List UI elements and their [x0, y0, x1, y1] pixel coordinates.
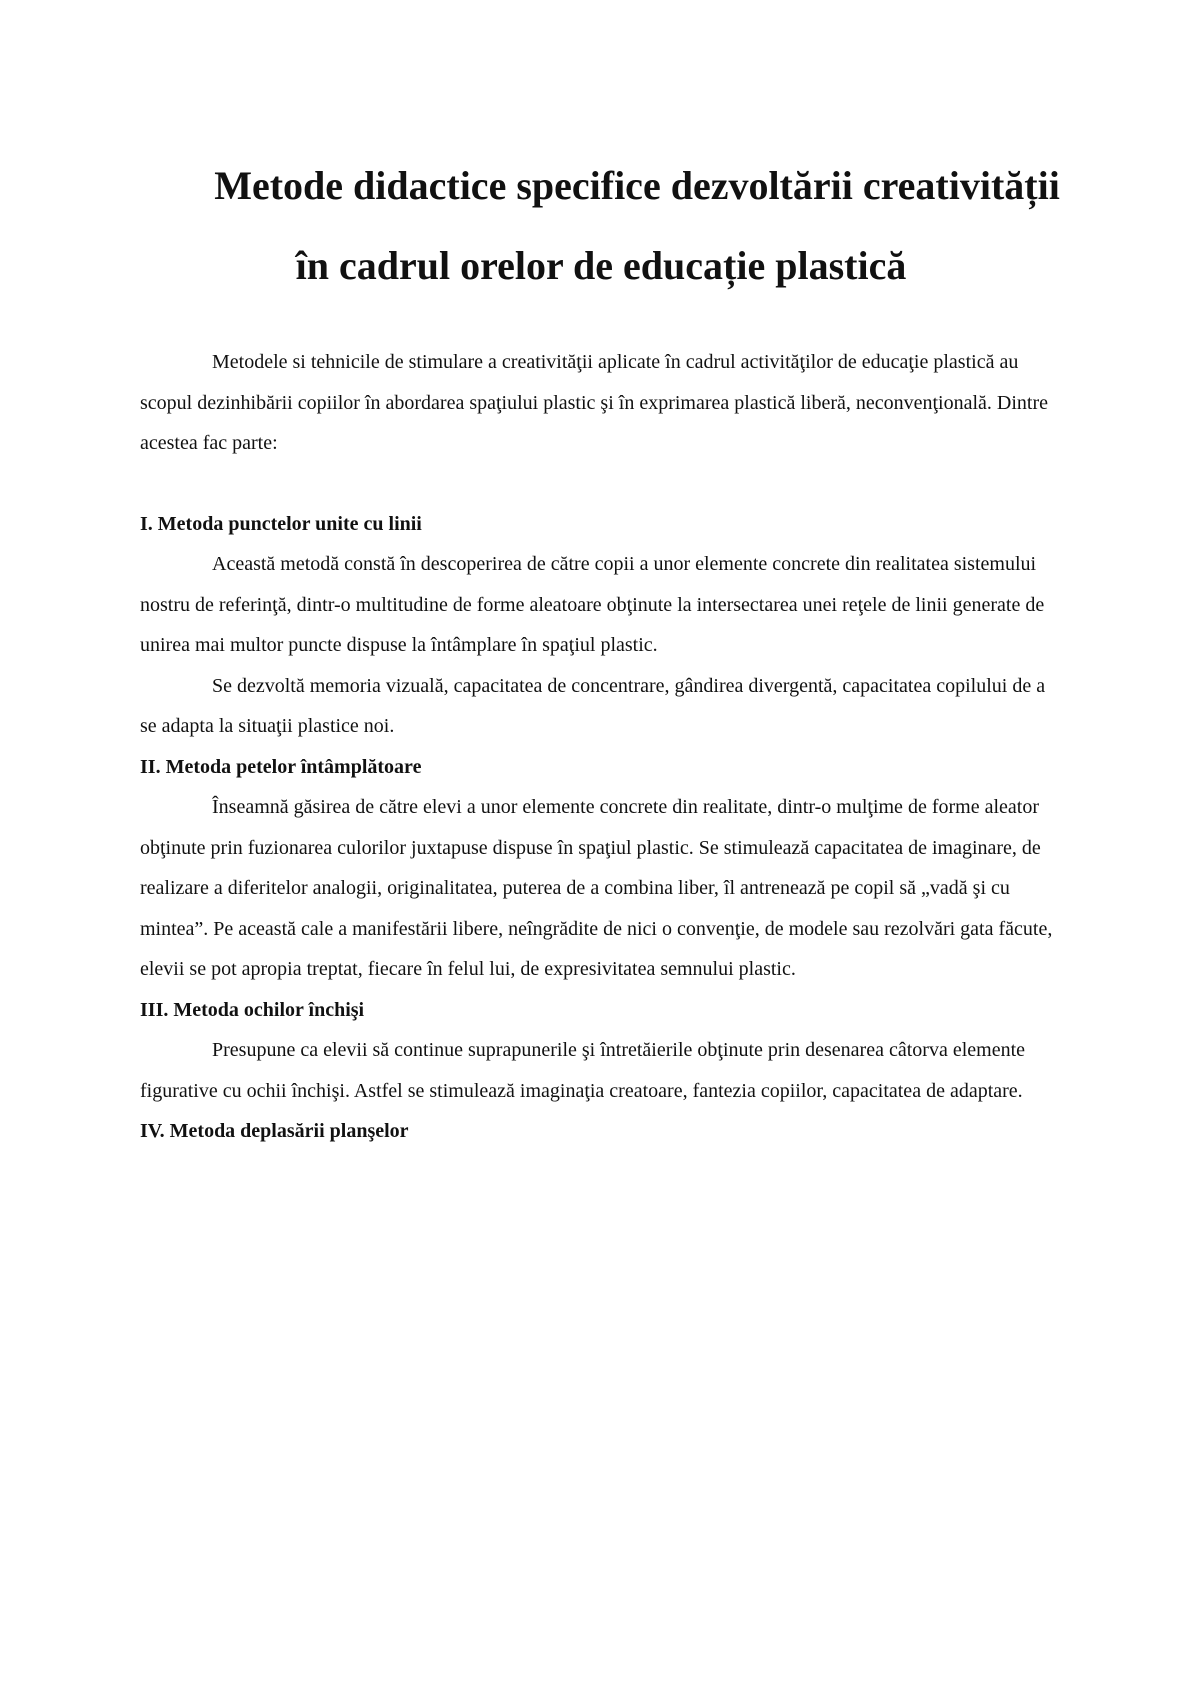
- intro-paragraph: Metodele si tehnicile de stimulare a creativităţii aplicate în cadrul activităţilor de educaţie plastică au scopul dezinhibării copiilor în abordarea spaţiului plastic şi în exprimarea plastică liberă, neconvenţională. Dintre acestea fac parte:: [140, 351, 1049, 454]
- section-paragraph: Înseamnă găsirea de către elevi a unor elemente concrete din realitate, dintr-o mulţime de forme aleator obţinute prin fuzionarea culorilor juxtapuse dispuse în spaţiul plastic. Se stimulează capacitatea de imaginare, de realizare a diferitelor analogii, originalitatea, puterea de a combina liber, îl antrenează pe copil să „vadă şi cu mintea”. Pe această cale a manifestării libere, neîngrădite de nici o convenţie, de modele sau rezolvări gata făcute, elevii se pot apropia treptat, fiecare în felul lui, de expresivitatea semnului plastic.: [140, 796, 1053, 980]
- section-method-3: [140, 990, 1062, 1112]
- section-heading: II. Metoda petelor întâmplătoare: [140, 755, 422, 778]
- section-paragraph: Presupune ca elevii să continue suprapunerile şi întretăierile obţinute prin desenarea câtorva elemente figurative cu ochii închişi. Astfel se stimulează imaginaţia creatoare, fantezia copiilor, capacitatea de adaptare.: [140, 1039, 1025, 1102]
- section-heading: III. Metoda ochilor închişi: [140, 998, 365, 1021]
- section-paragraph: Această metodă constă în descoperirea de către copii a unor elemente concrete din realitatea sistemului nostru de referinţă, dintr-o multitudine de forme aleatoare obţinute la intersectarea unei reţele de linii generate de unirea mai multor puncte dispuse la întâmplare în spaţiul plastic.: [140, 553, 1045, 656]
- section-method-2: [140, 747, 1062, 990]
- document-title: Metode didactice specifice dezvoltării creativității în cadrul orelor de educație plastică: [214, 163, 1060, 288]
- blank-line: [140, 464, 1062, 504]
- document-page: [0, 146, 1200, 1699]
- section-heading: I. Metoda punctelor unite cu linii: [140, 512, 422, 535]
- document-body: [140, 342, 1062, 1152]
- section-method-1: [140, 504, 1062, 747]
- section-heading: IV. Metoda deplasării planşelor: [140, 1120, 409, 1142]
- section-method-4: [140, 1111, 1062, 1152]
- section-paragraph: Se dezvoltă memoria vizuală, capacitatea de concentrare, gândirea divergentă, capacitatea copilului de a se adapta la situaţii plastice noi.: [140, 674, 1046, 737]
